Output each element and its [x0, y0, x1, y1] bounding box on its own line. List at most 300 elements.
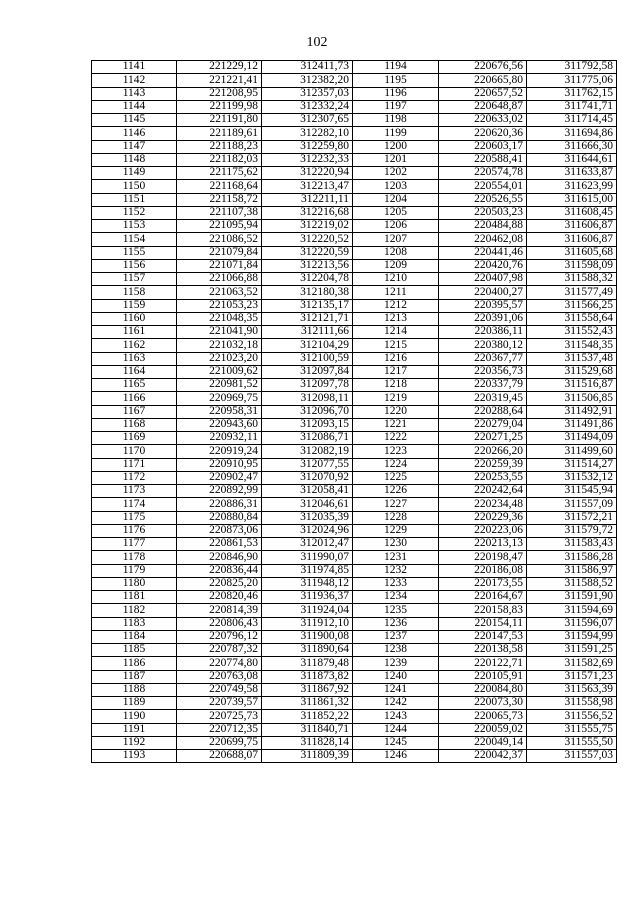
x-coordinate-right: 220657,52	[439, 87, 527, 100]
x-coordinate-right: 220554,01	[439, 180, 527, 193]
table-row	[92, 379, 617, 392]
y-coordinate-right: 311558,98	[527, 697, 617, 710]
y-coordinate-right: 311529,68	[527, 365, 617, 378]
x-coordinate-left: 221158,72	[177, 193, 262, 206]
table-row	[92, 524, 617, 537]
y-coordinate-left: 311861,32	[262, 697, 353, 710]
table-row	[92, 140, 617, 153]
x-coordinate-left: 221079,84	[177, 246, 262, 259]
y-coordinate-right: 311714,45	[527, 114, 617, 127]
point-number-left: 1166	[92, 392, 177, 405]
y-coordinate-right: 311644,61	[527, 153, 617, 166]
point-number-right: 1208	[353, 246, 439, 259]
table-row	[92, 74, 617, 87]
x-coordinate-right: 220164,67	[439, 591, 527, 604]
point-number-right: 1213	[353, 312, 439, 325]
y-coordinate-right: 311537,48	[527, 352, 617, 365]
point-number-right: 1230	[353, 538, 439, 551]
x-coordinate-right: 220042,37	[439, 750, 527, 763]
x-coordinate-left: 220712,35	[177, 723, 262, 736]
point-number-right: 1212	[353, 299, 439, 312]
point-number-right: 1235	[353, 604, 439, 617]
y-coordinate-right: 311492,91	[527, 405, 617, 418]
x-coordinate-right: 220484,88	[439, 220, 527, 233]
y-coordinate-right: 311572,21	[527, 511, 617, 524]
table-row	[92, 577, 617, 590]
table-row	[92, 286, 617, 299]
point-number-left: 1159	[92, 299, 177, 312]
x-coordinate-left: 221023,20	[177, 352, 262, 365]
y-coordinate-left: 312093,15	[262, 418, 353, 431]
x-coordinate-right: 220279,04	[439, 418, 527, 431]
x-coordinate-right: 220259,39	[439, 458, 527, 471]
y-coordinate-right: 311555,75	[527, 723, 617, 736]
table-row	[92, 511, 617, 524]
y-coordinate-right: 311545,94	[527, 485, 617, 498]
y-coordinate-right: 311532,12	[527, 471, 617, 484]
y-coordinate-right: 311577,49	[527, 286, 617, 299]
y-coordinate-left: 312211,11	[262, 193, 353, 206]
point-number-left: 1191	[92, 723, 177, 736]
y-coordinate-left: 311890,64	[262, 644, 353, 657]
y-coordinate-left: 311948,12	[262, 577, 353, 590]
x-coordinate-left: 220861,53	[177, 538, 262, 551]
y-coordinate-right: 311514,27	[527, 458, 617, 471]
y-coordinate-right: 311566,25	[527, 299, 617, 312]
point-number-left: 1157	[92, 273, 177, 286]
y-coordinate-right: 311555,50	[527, 736, 617, 749]
x-coordinate-right: 220229,36	[439, 511, 527, 524]
x-coordinate-left: 221032,18	[177, 339, 262, 352]
table-row	[92, 167, 617, 180]
x-coordinate-left: 221168,64	[177, 180, 262, 193]
point-number-left: 1167	[92, 405, 177, 418]
x-coordinate-left: 220836,44	[177, 564, 262, 577]
y-coordinate-left: 312282,10	[262, 127, 353, 140]
point-number-left: 1150	[92, 180, 177, 193]
y-coordinate-right: 311563,39	[527, 683, 617, 696]
y-coordinate-left: 312382,20	[262, 74, 353, 87]
table-row	[92, 100, 617, 113]
point-number-right: 1205	[353, 206, 439, 219]
point-number-left: 1177	[92, 538, 177, 551]
point-number-right: 1233	[353, 577, 439, 590]
point-number-left: 1145	[92, 114, 177, 127]
y-coordinate-right: 311623,99	[527, 180, 617, 193]
x-coordinate-left: 221199,98	[177, 100, 262, 113]
point-number-right: 1220	[353, 405, 439, 418]
point-number-left: 1169	[92, 432, 177, 445]
y-coordinate-left: 312332,24	[262, 100, 353, 113]
x-coordinate-left: 220739,57	[177, 697, 262, 710]
point-number-left: 1158	[92, 286, 177, 299]
table-row	[92, 206, 617, 219]
y-coordinate-right: 311582,69	[527, 657, 617, 670]
point-number-left: 1148	[92, 153, 177, 166]
x-coordinate-left: 221229,12	[177, 61, 262, 74]
point-number-left: 1183	[92, 617, 177, 630]
y-coordinate-right: 311506,85	[527, 392, 617, 405]
point-number-right: 1218	[353, 379, 439, 392]
y-coordinate-right: 311775,06	[527, 74, 617, 87]
y-coordinate-left: 312097,84	[262, 365, 353, 378]
x-coordinate-left: 220820,46	[177, 591, 262, 604]
point-number-right: 1232	[353, 564, 439, 577]
y-coordinate-left: 312070,92	[262, 471, 353, 484]
y-coordinate-right: 311694,86	[527, 127, 617, 140]
y-coordinate-left: 312024,96	[262, 524, 353, 537]
y-coordinate-left: 312357,03	[262, 87, 353, 100]
x-coordinate-right: 220407,98	[439, 273, 527, 286]
point-number-right: 1241	[353, 683, 439, 696]
y-coordinate-right: 311588,32	[527, 273, 617, 286]
table-row	[92, 193, 617, 206]
y-coordinate-right: 311558,64	[527, 312, 617, 325]
point-number-left: 1178	[92, 551, 177, 564]
table-row	[92, 326, 617, 339]
x-coordinate-right: 220073,30	[439, 697, 527, 710]
y-coordinate-left: 312219,02	[262, 220, 353, 233]
point-number-left: 1179	[92, 564, 177, 577]
point-number-left: 1186	[92, 657, 177, 670]
x-coordinate-left: 220910,95	[177, 458, 262, 471]
table-row	[92, 736, 617, 749]
x-coordinate-left: 220688,07	[177, 750, 262, 763]
point-number-right: 1239	[353, 657, 439, 670]
table-row	[92, 127, 617, 140]
point-number-left: 1161	[92, 326, 177, 339]
point-number-left: 1160	[92, 312, 177, 325]
y-coordinate-right: 311586,97	[527, 564, 617, 577]
y-coordinate-right: 311606,87	[527, 233, 617, 246]
point-number-right: 1236	[353, 617, 439, 630]
y-coordinate-left: 312220,52	[262, 233, 353, 246]
x-coordinate-right: 220271,25	[439, 432, 527, 445]
point-number-right: 1225	[353, 471, 439, 484]
point-number-right: 1234	[353, 591, 439, 604]
point-number-left: 1170	[92, 445, 177, 458]
x-coordinate-right: 220234,48	[439, 498, 527, 511]
y-coordinate-right: 311633,87	[527, 167, 617, 180]
y-coordinate-left: 312098,11	[262, 392, 353, 405]
point-number-left: 1141	[92, 61, 177, 74]
point-number-right: 1227	[353, 498, 439, 511]
y-coordinate-left: 311852,22	[262, 710, 353, 723]
point-number-right: 1204	[353, 193, 439, 206]
y-coordinate-right: 311605,68	[527, 246, 617, 259]
point-number-right: 1198	[353, 114, 439, 127]
x-coordinate-left: 220825,20	[177, 577, 262, 590]
y-coordinate-left: 312213,47	[262, 180, 353, 193]
point-number-left: 1180	[92, 577, 177, 590]
y-coordinate-left: 312135,17	[262, 299, 353, 312]
x-coordinate-right: 220337,79	[439, 379, 527, 392]
table-row	[92, 61, 617, 74]
x-coordinate-left: 220806,43	[177, 617, 262, 630]
point-number-left: 1193	[92, 750, 177, 763]
table-row	[92, 458, 617, 471]
point-number-left: 1142	[92, 74, 177, 87]
point-number-left: 1173	[92, 485, 177, 498]
table-row	[92, 114, 617, 127]
x-coordinate-right: 220223,06	[439, 524, 527, 537]
point-number-right: 1231	[353, 551, 439, 564]
x-coordinate-left: 220846,90	[177, 551, 262, 564]
x-coordinate-right: 220266,20	[439, 445, 527, 458]
point-number-left: 1162	[92, 339, 177, 352]
x-coordinate-left: 220919,24	[177, 445, 262, 458]
y-coordinate-left: 311990,07	[262, 551, 353, 564]
y-coordinate-right: 311741,71	[527, 100, 617, 113]
y-coordinate-right: 311762,15	[527, 87, 617, 100]
x-coordinate-right: 220198,47	[439, 551, 527, 564]
y-coordinate-left: 312259,80	[262, 140, 353, 153]
table-row	[92, 644, 617, 657]
point-number-right: 1210	[353, 273, 439, 286]
point-number-right: 1237	[353, 630, 439, 643]
y-coordinate-left: 311840,71	[262, 723, 353, 736]
table-row	[92, 365, 617, 378]
table-row	[92, 697, 617, 710]
x-coordinate-left: 220787,32	[177, 644, 262, 657]
point-number-right: 1228	[353, 511, 439, 524]
point-number-right: 1223	[353, 445, 439, 458]
x-coordinate-left: 221189,61	[177, 127, 262, 140]
point-number-left: 1164	[92, 365, 177, 378]
y-coordinate-left: 311912,10	[262, 617, 353, 630]
point-number-right: 1216	[353, 352, 439, 365]
x-coordinate-left: 221086,52	[177, 233, 262, 246]
x-coordinate-left: 220981,52	[177, 379, 262, 392]
y-coordinate-right: 311588,52	[527, 577, 617, 590]
x-coordinate-left: 220774,80	[177, 657, 262, 670]
point-number-right: 1222	[353, 432, 439, 445]
x-coordinate-right: 220620,36	[439, 127, 527, 140]
x-coordinate-left: 221188,23	[177, 140, 262, 153]
point-number-right: 1226	[353, 485, 439, 498]
x-coordinate-right: 220574,78	[439, 167, 527, 180]
x-coordinate-left: 220902,47	[177, 471, 262, 484]
y-coordinate-left: 311900,08	[262, 630, 353, 643]
x-coordinate-left: 220958,31	[177, 405, 262, 418]
x-coordinate-left: 220880,84	[177, 511, 262, 524]
x-coordinate-right: 220395,57	[439, 299, 527, 312]
x-coordinate-left: 221107,38	[177, 206, 262, 219]
table-row	[92, 352, 617, 365]
y-coordinate-left: 311873,82	[262, 670, 353, 683]
y-coordinate-left: 312411,73	[262, 61, 353, 74]
point-number-right: 1221	[353, 418, 439, 431]
x-coordinate-right: 220049,14	[439, 736, 527, 749]
y-coordinate-right: 311596,07	[527, 617, 617, 630]
table-row	[92, 750, 617, 763]
table-row	[92, 657, 617, 670]
x-coordinate-left: 221071,84	[177, 259, 262, 272]
y-coordinate-right: 311571,23	[527, 670, 617, 683]
x-coordinate-left: 220969,75	[177, 392, 262, 405]
x-coordinate-right: 220462,08	[439, 233, 527, 246]
x-coordinate-right: 220288,64	[439, 405, 527, 418]
y-coordinate-right: 311552,43	[527, 326, 617, 339]
x-coordinate-right: 220633,02	[439, 114, 527, 127]
y-coordinate-left: 312046,61	[262, 498, 353, 511]
y-coordinate-right: 311591,90	[527, 591, 617, 604]
y-coordinate-right: 311548,35	[527, 339, 617, 352]
table-row	[92, 246, 617, 259]
point-number-left: 1149	[92, 167, 177, 180]
y-coordinate-left: 311924,04	[262, 604, 353, 617]
y-coordinate-left: 312232,33	[262, 153, 353, 166]
table-row	[92, 723, 617, 736]
y-coordinate-left: 312035,39	[262, 511, 353, 524]
point-number-right: 1199	[353, 127, 439, 140]
x-coordinate-right: 220122,71	[439, 657, 527, 670]
x-coordinate-right: 220356,73	[439, 365, 527, 378]
point-number-left: 1165	[92, 379, 177, 392]
point-number-right: 1214	[353, 326, 439, 339]
x-coordinate-right: 220173,55	[439, 577, 527, 590]
x-coordinate-left: 221182,03	[177, 153, 262, 166]
point-number-right: 1194	[353, 61, 439, 74]
point-number-right: 1240	[353, 670, 439, 683]
x-coordinate-right: 220213,13	[439, 538, 527, 551]
y-coordinate-right: 311494,09	[527, 432, 617, 445]
y-coordinate-right: 311583,43	[527, 538, 617, 551]
table-row	[92, 418, 617, 431]
point-number-left: 1172	[92, 471, 177, 484]
point-number-right: 1195	[353, 74, 439, 87]
x-coordinate-right: 220059,02	[439, 723, 527, 736]
y-coordinate-right: 311557,03	[527, 750, 617, 763]
point-number-left: 1144	[92, 100, 177, 113]
y-coordinate-left: 312204,78	[262, 273, 353, 286]
x-coordinate-right: 220138,58	[439, 644, 527, 657]
table-row	[92, 153, 617, 166]
y-coordinate-right: 311586,28	[527, 551, 617, 564]
table-row	[92, 710, 617, 723]
point-number-left: 1154	[92, 233, 177, 246]
point-number-right: 1215	[353, 339, 439, 352]
x-coordinate-left: 221053,23	[177, 299, 262, 312]
point-number-right: 1197	[353, 100, 439, 113]
y-coordinate-right: 311598,09	[527, 259, 617, 272]
x-coordinate-right: 220386,11	[439, 326, 527, 339]
point-number-left: 1143	[92, 87, 177, 100]
table-row	[92, 670, 617, 683]
table-row	[92, 683, 617, 696]
x-coordinate-right: 220242,64	[439, 485, 527, 498]
x-coordinate-left: 221063,52	[177, 286, 262, 299]
x-coordinate-right: 220186,08	[439, 564, 527, 577]
point-number-left: 1175	[92, 511, 177, 524]
x-coordinate-left: 221009,62	[177, 365, 262, 378]
point-number-left: 1174	[92, 498, 177, 511]
y-coordinate-left: 312180,38	[262, 286, 353, 299]
y-coordinate-left: 311867,92	[262, 683, 353, 696]
y-coordinate-left: 312220,94	[262, 167, 353, 180]
x-coordinate-right: 220147,53	[439, 630, 527, 643]
table-row	[92, 299, 617, 312]
x-coordinate-left: 220892,99	[177, 485, 262, 498]
point-number-right: 1217	[353, 365, 439, 378]
point-number-left: 1146	[92, 127, 177, 140]
x-coordinate-left: 221041,90	[177, 326, 262, 339]
x-coordinate-right: 220158,83	[439, 604, 527, 617]
table-row	[92, 339, 617, 352]
point-number-right: 1229	[353, 524, 439, 537]
x-coordinate-left: 220814,39	[177, 604, 262, 617]
y-coordinate-right: 311615,00	[527, 193, 617, 206]
table-row	[92, 471, 617, 484]
point-number-right: 1202	[353, 167, 439, 180]
table-row	[92, 445, 617, 458]
point-number-right: 1196	[353, 87, 439, 100]
x-coordinate-right: 220105,91	[439, 670, 527, 683]
table-row	[92, 604, 617, 617]
y-coordinate-left: 312220,59	[262, 246, 353, 259]
point-number-right: 1224	[353, 458, 439, 471]
y-coordinate-left: 312058,41	[262, 485, 353, 498]
y-coordinate-right: 311591,25	[527, 644, 617, 657]
x-coordinate-left: 220886,31	[177, 498, 262, 511]
table-row	[92, 485, 617, 498]
point-number-left: 1190	[92, 710, 177, 723]
point-number-left: 1155	[92, 246, 177, 259]
table-row	[92, 551, 617, 564]
point-number-left: 1163	[92, 352, 177, 365]
x-coordinate-right: 220400,27	[439, 286, 527, 299]
table-row	[92, 312, 617, 325]
y-coordinate-right: 311608,45	[527, 206, 617, 219]
point-number-right: 1242	[353, 697, 439, 710]
x-coordinate-right: 220665,80	[439, 74, 527, 87]
y-coordinate-right: 311491,86	[527, 418, 617, 431]
table-row	[92, 392, 617, 405]
table-row	[92, 432, 617, 445]
y-coordinate-right: 311579,72	[527, 524, 617, 537]
point-number-left: 1156	[92, 259, 177, 272]
y-coordinate-right: 311594,99	[527, 630, 617, 643]
y-coordinate-right: 311499,60	[527, 445, 617, 458]
x-coordinate-left: 221066,88	[177, 273, 262, 286]
y-coordinate-right: 311666,30	[527, 140, 617, 153]
x-coordinate-right: 220391,06	[439, 312, 527, 325]
table-row	[92, 630, 617, 643]
point-number-left: 1188	[92, 683, 177, 696]
point-number-left: 1168	[92, 418, 177, 431]
x-coordinate-right: 220503,23	[439, 206, 527, 219]
x-coordinate-right: 220084,80	[439, 683, 527, 696]
x-coordinate-left: 220725,73	[177, 710, 262, 723]
point-number-left: 1152	[92, 206, 177, 219]
y-coordinate-left: 312216,68	[262, 206, 353, 219]
table-row	[92, 591, 617, 604]
y-coordinate-left: 311809,39	[262, 750, 353, 763]
point-number-right: 1211	[353, 286, 439, 299]
point-number-right: 1219	[353, 392, 439, 405]
table-row	[92, 538, 617, 551]
y-coordinate-left: 311974,85	[262, 564, 353, 577]
point-number-right: 1200	[353, 140, 439, 153]
table-row	[92, 220, 617, 233]
point-number-left: 1176	[92, 524, 177, 537]
y-coordinate-left: 312121,71	[262, 312, 353, 325]
x-coordinate-right: 220253,55	[439, 471, 527, 484]
x-coordinate-left: 220796,12	[177, 630, 262, 643]
point-number-left: 1192	[92, 736, 177, 749]
y-coordinate-left: 312213,56	[262, 259, 353, 272]
y-coordinate-left: 311828,14	[262, 736, 353, 749]
